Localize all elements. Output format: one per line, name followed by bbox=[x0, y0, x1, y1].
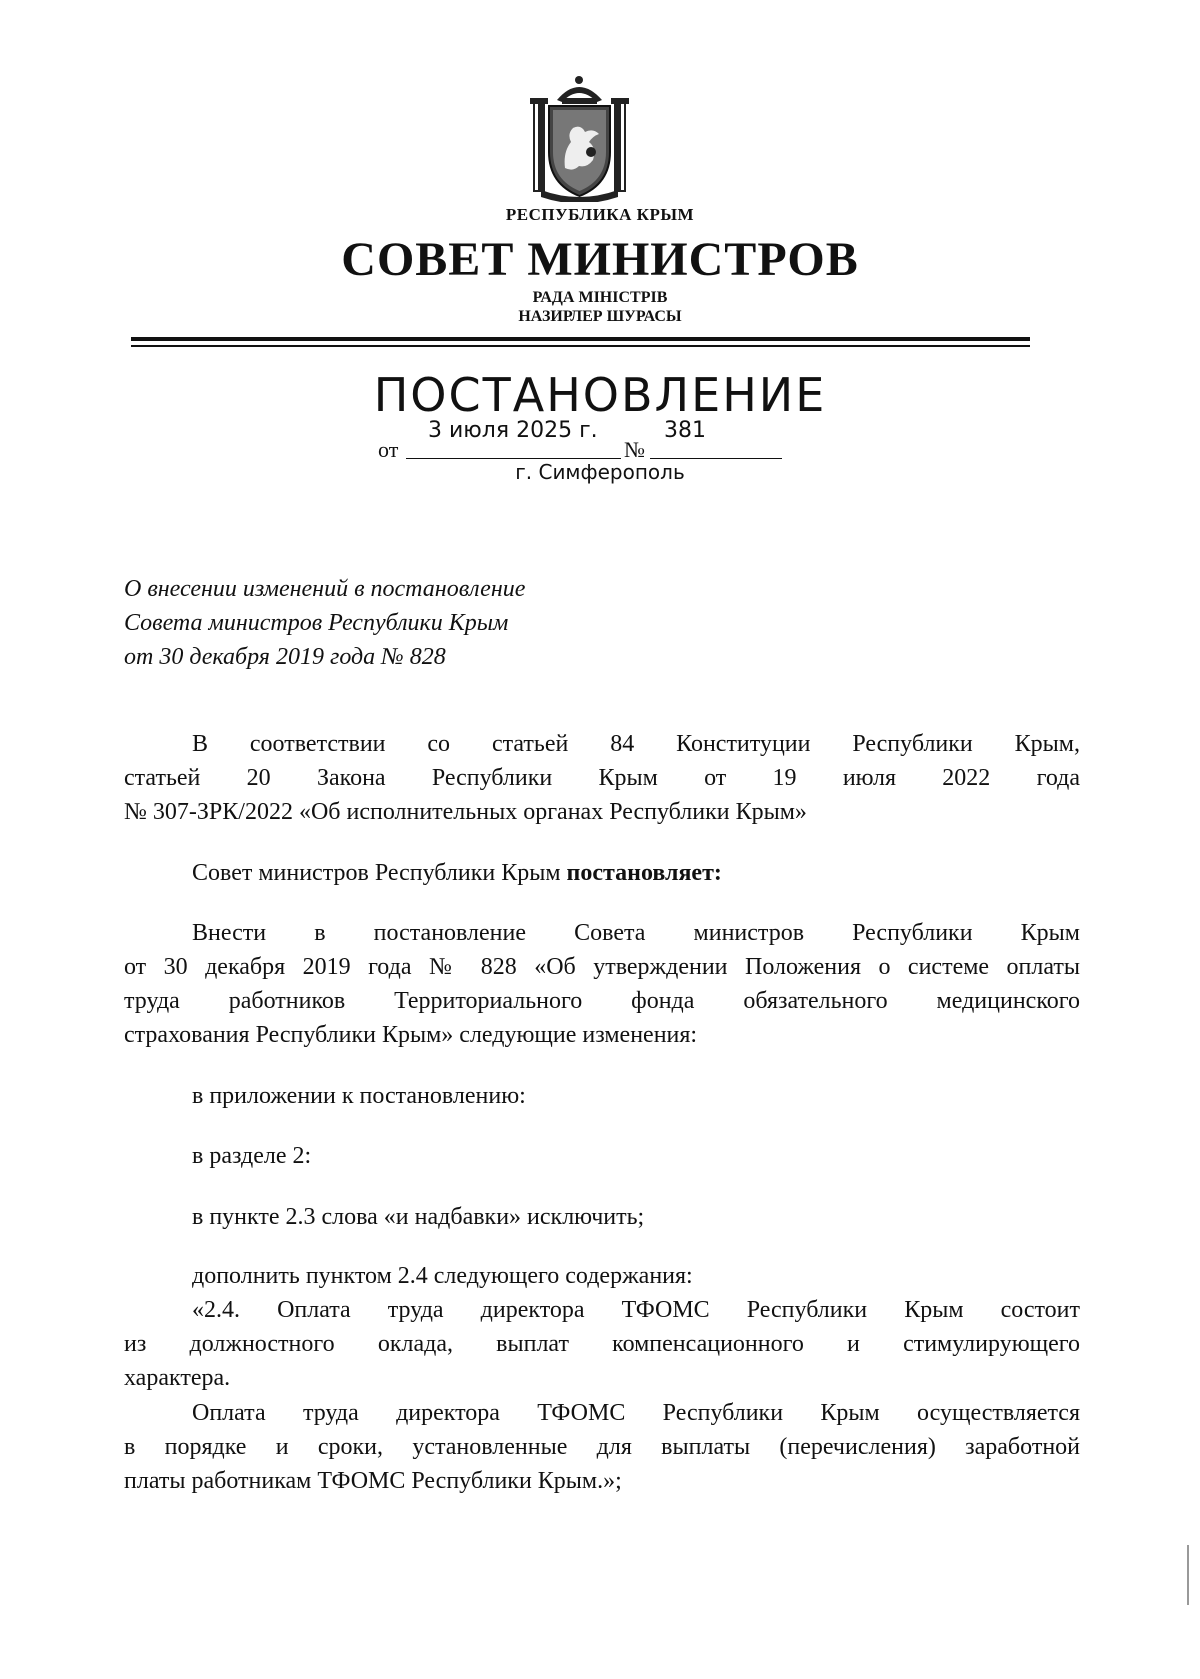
basis-paragraph bbox=[124, 727, 1080, 829]
amendment-paragraph bbox=[124, 916, 1080, 1052]
document-number: 381 bbox=[664, 418, 706, 443]
paragraph-line: от 30 декабря 2019 года № 828 «Об утверждении Положения о системе оплаты bbox=[124, 954, 1080, 980]
paragraph-line: характера. bbox=[124, 1365, 231, 1391]
document-city: г. Симферополь bbox=[515, 460, 685, 484]
paragraph-line: труда работников Территориального фонда обязательного медицинского bbox=[124, 988, 1080, 1014]
paragraph-line: в порядке и сроки, установленные для выплаты (перечисления) заработной bbox=[124, 1434, 1080, 1460]
paragraph-line: страхования Республики Крым» следующие изменения: bbox=[124, 1022, 698, 1048]
date-label: от bbox=[378, 437, 399, 462]
resolves-paragraph bbox=[124, 856, 1148, 890]
document-title bbox=[124, 572, 724, 674]
supplement-line: дополнить пунктом 2.4 следующего содержания: bbox=[192, 1263, 693, 1289]
scan-edge-mark bbox=[1187, 1545, 1189, 1605]
paragraph-line: «2.4. Оплата труда директора ТФОМС Республики Крым состоит bbox=[192, 1297, 1080, 1323]
paragraph-line: статьей 20 Закона Республики Крым от 19 июля 2022 года bbox=[124, 765, 1080, 791]
council-name-crimean-tatar: НАЗИРЛЕР ШУРАСЫ bbox=[518, 308, 682, 325]
section-line: в разделе 2: bbox=[192, 1143, 312, 1169]
title-line: Совета министров Республики Крым bbox=[124, 610, 509, 636]
council-name-ukrainian: РАДА МІНІСТРІВ bbox=[532, 289, 668, 306]
point-line: в пункте 2.3 слова «и надбавки» исключить; bbox=[192, 1204, 645, 1230]
paragraph-line: № 307-ЗРК/2022 «Об исполнительных органах Республики Крым» bbox=[124, 799, 807, 825]
point-2-4-paragraph bbox=[124, 1293, 1080, 1395]
paragraph-line: В соответствии со статьей 84 Конституции Республики Крым, bbox=[192, 731, 1080, 757]
paragraph-line: из должностного оклада, выплат компенсационного и стимулирующего bbox=[124, 1331, 1080, 1357]
document-date: 3 июля 2025 г. bbox=[428, 418, 598, 443]
resolves-keyword: постановляет: bbox=[566, 860, 722, 886]
crimea-coat-of-arms-icon bbox=[527, 72, 632, 202]
paragraph-line: Внести в постановление Совета министров Республики Крым bbox=[192, 920, 1080, 946]
republic-name: РЕСПУБЛИКА КРЫМ bbox=[505, 205, 695, 224]
paragraph-line: платы работникам ТФОМС Республики Крым.»; bbox=[124, 1468, 622, 1494]
paragraph-line: Оплата труда директора ТФОМС Республики Крым осуществляется bbox=[192, 1400, 1080, 1426]
resolves-prefix: Совет министров Республики Крым bbox=[192, 860, 567, 886]
title-line: О внесении изменений в постановление bbox=[124, 576, 526, 602]
title-line: от 30 декабря 2019 года № 828 bbox=[124, 644, 446, 670]
date-underline bbox=[406, 458, 621, 459]
council-name: СОВЕТ МИНИСТРОВ bbox=[341, 233, 859, 286]
header-divider-thin bbox=[131, 345, 1030, 347]
header-divider-thick bbox=[131, 337, 1030, 341]
document-type: ПОСТАНОВЛЕНИЕ bbox=[373, 368, 827, 422]
point-2-4-second-paragraph bbox=[124, 1396, 1080, 1498]
number-underline bbox=[650, 458, 782, 459]
number-label: № bbox=[624, 437, 645, 462]
annex-line: в приложении к постановлению: bbox=[192, 1083, 526, 1109]
